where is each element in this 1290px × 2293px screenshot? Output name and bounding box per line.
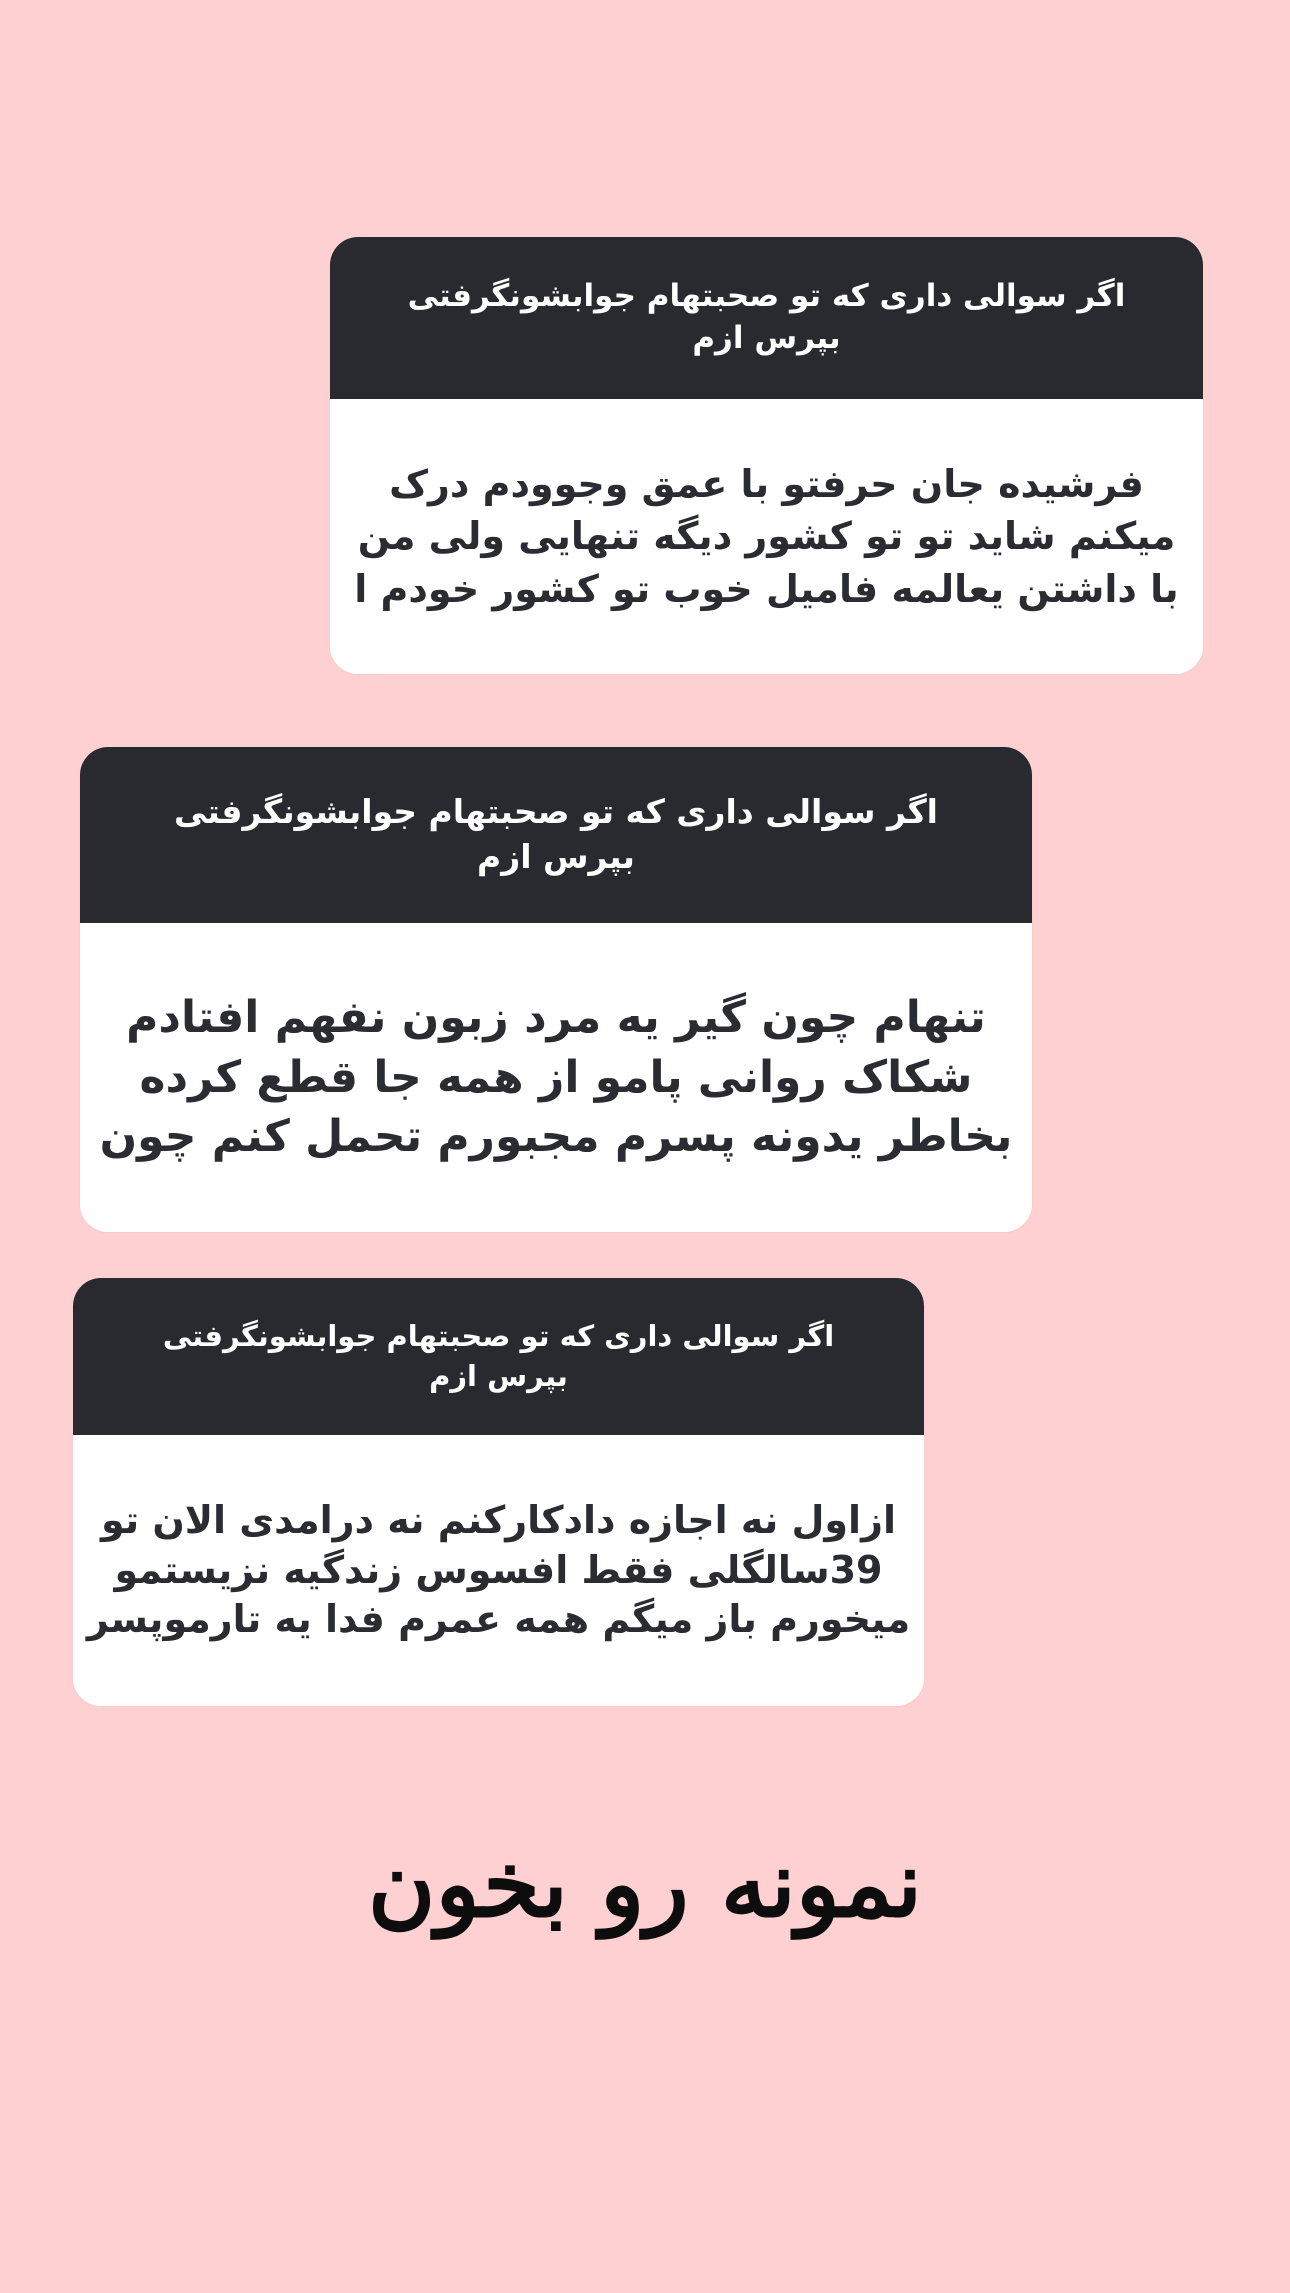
caption-text: نمونه رو بخون — [367, 1830, 923, 1938]
question-prompt-line: بپرس ازم — [692, 320, 841, 356]
question-prompt-line: اگر سوالی داری که تو صحبتهام جوابشونگرفتی — [174, 792, 938, 832]
answer-line: میخورم باز میگم همه عمرم فدا یه تارموپسر — [86, 1597, 911, 1642]
answer-line: شکاک روانی پامو از همه جا قطع کرده — [139, 1051, 973, 1103]
answer-text — [330, 399, 1203, 674]
question-prompt-line: بپرس ازم — [429, 1358, 568, 1393]
answer-line: با داشتن یعالمه فامیل خوب تو کشور خودم ا — [354, 566, 1179, 611]
answer-line: فرشیده جان حرفتو با عمق وجوودم درک — [389, 461, 1144, 506]
question-prompt-line: اگر سوالی داری که تو صحبتهام جوابشونگرفتی — [407, 278, 1126, 315]
answer-text — [73, 1435, 924, 1706]
question-card-1 — [330, 237, 1203, 674]
answer-line: تنهام چون گیر یه مرد زبون نفهم افتادم — [126, 992, 986, 1044]
answer-line: ازاول نه اجازه دادکارکنم نه درامدی الان تو — [101, 1498, 896, 1543]
question-prompt-header — [330, 237, 1203, 399]
question-prompt-header — [80, 747, 1032, 923]
answer-line: بخاطر یدونه پسرم مجبورم تحمل کنم چون — [99, 1111, 1013, 1163]
answer-line: 39سالگلی فقط افسوس زندگیه نزیستمو — [114, 1547, 883, 1592]
question-prompt-line: اگر سوالی داری که تو صحبتهام جوابشونگرفتی — [162, 1319, 835, 1354]
question-prompt-header — [73, 1278, 924, 1435]
answer-line: میکنم شاید تو تو کشور دیگه تنهایی ولی من — [357, 514, 1176, 559]
question-card-2 — [80, 747, 1032, 1232]
question-prompt-line: بپرس ازم — [477, 837, 635, 876]
question-card-3 — [73, 1278, 924, 1706]
answer-text — [80, 923, 1032, 1232]
